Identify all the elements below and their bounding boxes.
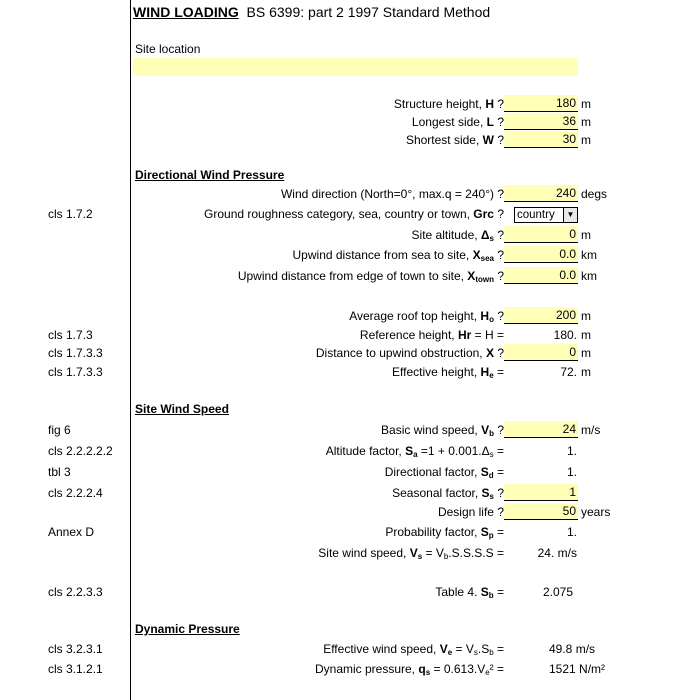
longest-side-label: Longest side, L ? [411, 115, 504, 129]
table-4-label: Table 4. $S_b$ = [435, 585, 504, 600]
ground-roughness-label: Ground roughness category, sea, country or town, Grc ? [204, 207, 504, 221]
upwind-town-input[interactable]: 0.0 [504, 267, 578, 284]
ground-roughness-value: country [517, 209, 555, 221]
effective-height-label: Effective height, $H_e$ = [392, 365, 504, 380]
table-4-value: 2.075 [543, 585, 574, 599]
dynamic-pressure-label: Dynamic pressure, $q_s = 0.613.V_e^2$ = [314, 662, 504, 677]
seasonal-factor-input[interactable]: 1 [504, 484, 578, 501]
section-directional-wind-pressure: Directional Wind Pressure [135, 168, 285, 182]
structure-height-input[interactable]: 180 [504, 95, 578, 112]
shortest-side-label: Shortest side, W ? [405, 133, 504, 147]
basic-wind-speed-label: Basic wind speed, $V_b$ ? [381, 423, 504, 438]
basic-wind-speed-input[interactable]: 24 [504, 421, 578, 438]
section-site-wind-speed: Site Wind Speed [135, 402, 229, 416]
site-altitude-input[interactable]: 0 [504, 226, 578, 243]
chevron-down-icon[interactable]: ▼ [563, 208, 577, 222]
effective-wind-speed-value: 49.8 m/s [549, 642, 596, 656]
left-border-line [130, 0, 131, 700]
roof-height-label: Average roof top height, $H_o$ ? [349, 309, 504, 324]
title-standard: BS 6399: part 2 1997 Standard Method [246, 4, 491, 20]
title-main: WIND LOADING [133, 4, 239, 20]
roof-height-input[interactable]: 200 [504, 307, 578, 324]
site-location-label: Site location [135, 42, 201, 56]
directional-factor-value: 1. [566, 465, 577, 479]
longest-side-unit: m [581, 115, 591, 129]
longest-side-input[interactable]: 36 [504, 113, 578, 130]
upwind-sea-input[interactable]: 0.0 [504, 246, 578, 263]
ref-basic-wind-speed: fig 6 [48, 423, 71, 437]
seasonal-factor-label: Seasonal factor, $S_s$ ? [392, 486, 504, 501]
ref-effective-height: cls 1.7.3.3 [48, 365, 103, 379]
ground-roughness-select[interactable] [514, 207, 578, 223]
ref-reference-height: cls 1.7.3 [48, 328, 93, 342]
design-life-label: Design life ? [437, 505, 504, 519]
design-life-unit: years [581, 505, 611, 519]
probability-factor-label: Probability factor, $S_p$ = [385, 525, 504, 540]
effective-height-value: 72. [560, 365, 577, 379]
obstruction-input[interactable]: 0 [504, 344, 578, 361]
obstruction-label: Distance to upwind obstruction, X ? [315, 346, 504, 360]
altitude-factor-label: Altitude factor, $S_a =1 + 0.001.\Delta_s$ = [325, 444, 504, 459]
obstruction-unit: m [581, 346, 591, 360]
reference-height-unit: m [581, 328, 591, 342]
probability-factor-value: 1. [566, 525, 577, 539]
ref-directional-factor: tbl 3 [48, 465, 71, 479]
effective-wind-speed-label: Effective wind speed, $V_e = V_s.S_b$ = [323, 642, 504, 657]
altitude-factor-value: 1. [566, 444, 577, 458]
site-wind-speed-label: Site wind speed, $V_s = V_b.S.S.S.S$ = [318, 546, 504, 561]
ref-probability-factor: Annex D [48, 525, 95, 539]
ref-seasonal-factor: cls 2.2.2.4 [48, 486, 103, 500]
site-location-input[interactable] [133, 58, 578, 76]
shortest-side-unit: m [581, 133, 591, 147]
site-altitude-unit: m [581, 228, 591, 242]
wind-direction-input[interactable]: 240 [504, 185, 578, 202]
ref-obstruction: cls 1.7.3.3 [48, 346, 103, 360]
upwind-sea-label: Upwind distance from sea to site, $X_{sea}$ ? [292, 248, 504, 263]
design-life-input[interactable]: 50 [504, 503, 578, 520]
wind-direction-unit: degs [581, 187, 608, 201]
wind-direction-label: Wind direction (North=0°, max.q = 240°) ? [280, 187, 504, 201]
upwind-town-label: Upwind distance from edge of town to site, $X_{town}$ ? [237, 269, 504, 284]
reference-height-label: Reference height, Hr = H = [359, 328, 504, 342]
structure-height-unit: m [581, 97, 591, 111]
upwind-town-unit: km [581, 269, 597, 283]
dynamic-pressure-value: 1521 N/m² [549, 662, 606, 676]
reference-height-value: 180. [553, 328, 577, 342]
sheet-title [133, 4, 490, 20]
ref-altitude-factor: cls 2.2.2.2.2 [48, 444, 113, 458]
upwind-sea-unit: km [581, 248, 597, 262]
ref-ground-roughness: cls 1.7.2 [48, 207, 93, 221]
ref-dynamic-pressure: cls 3.1.2.1 [48, 662, 103, 676]
ref-table-4: cls 2.2.3.3 [48, 585, 103, 599]
site-wind-speed-value: 24. m/s [537, 546, 577, 560]
site-altitude-label: Site altitude, $\Delta_s$ ? [411, 228, 504, 243]
directional-factor-label: Directional factor, $S_d$ = [384, 465, 504, 480]
shortest-side-input[interactable]: 30 [504, 131, 578, 148]
roof-height-unit: m [581, 309, 591, 323]
ref-effective-wind-speed: cls 3.2.3.1 [48, 642, 103, 656]
section-dynamic-pressure: Dynamic Pressure [135, 622, 240, 636]
effective-height-unit: m [581, 365, 591, 379]
structure-height-label: Structure height, H ? [393, 97, 504, 111]
basic-wind-speed-unit: m/s [581, 423, 601, 437]
